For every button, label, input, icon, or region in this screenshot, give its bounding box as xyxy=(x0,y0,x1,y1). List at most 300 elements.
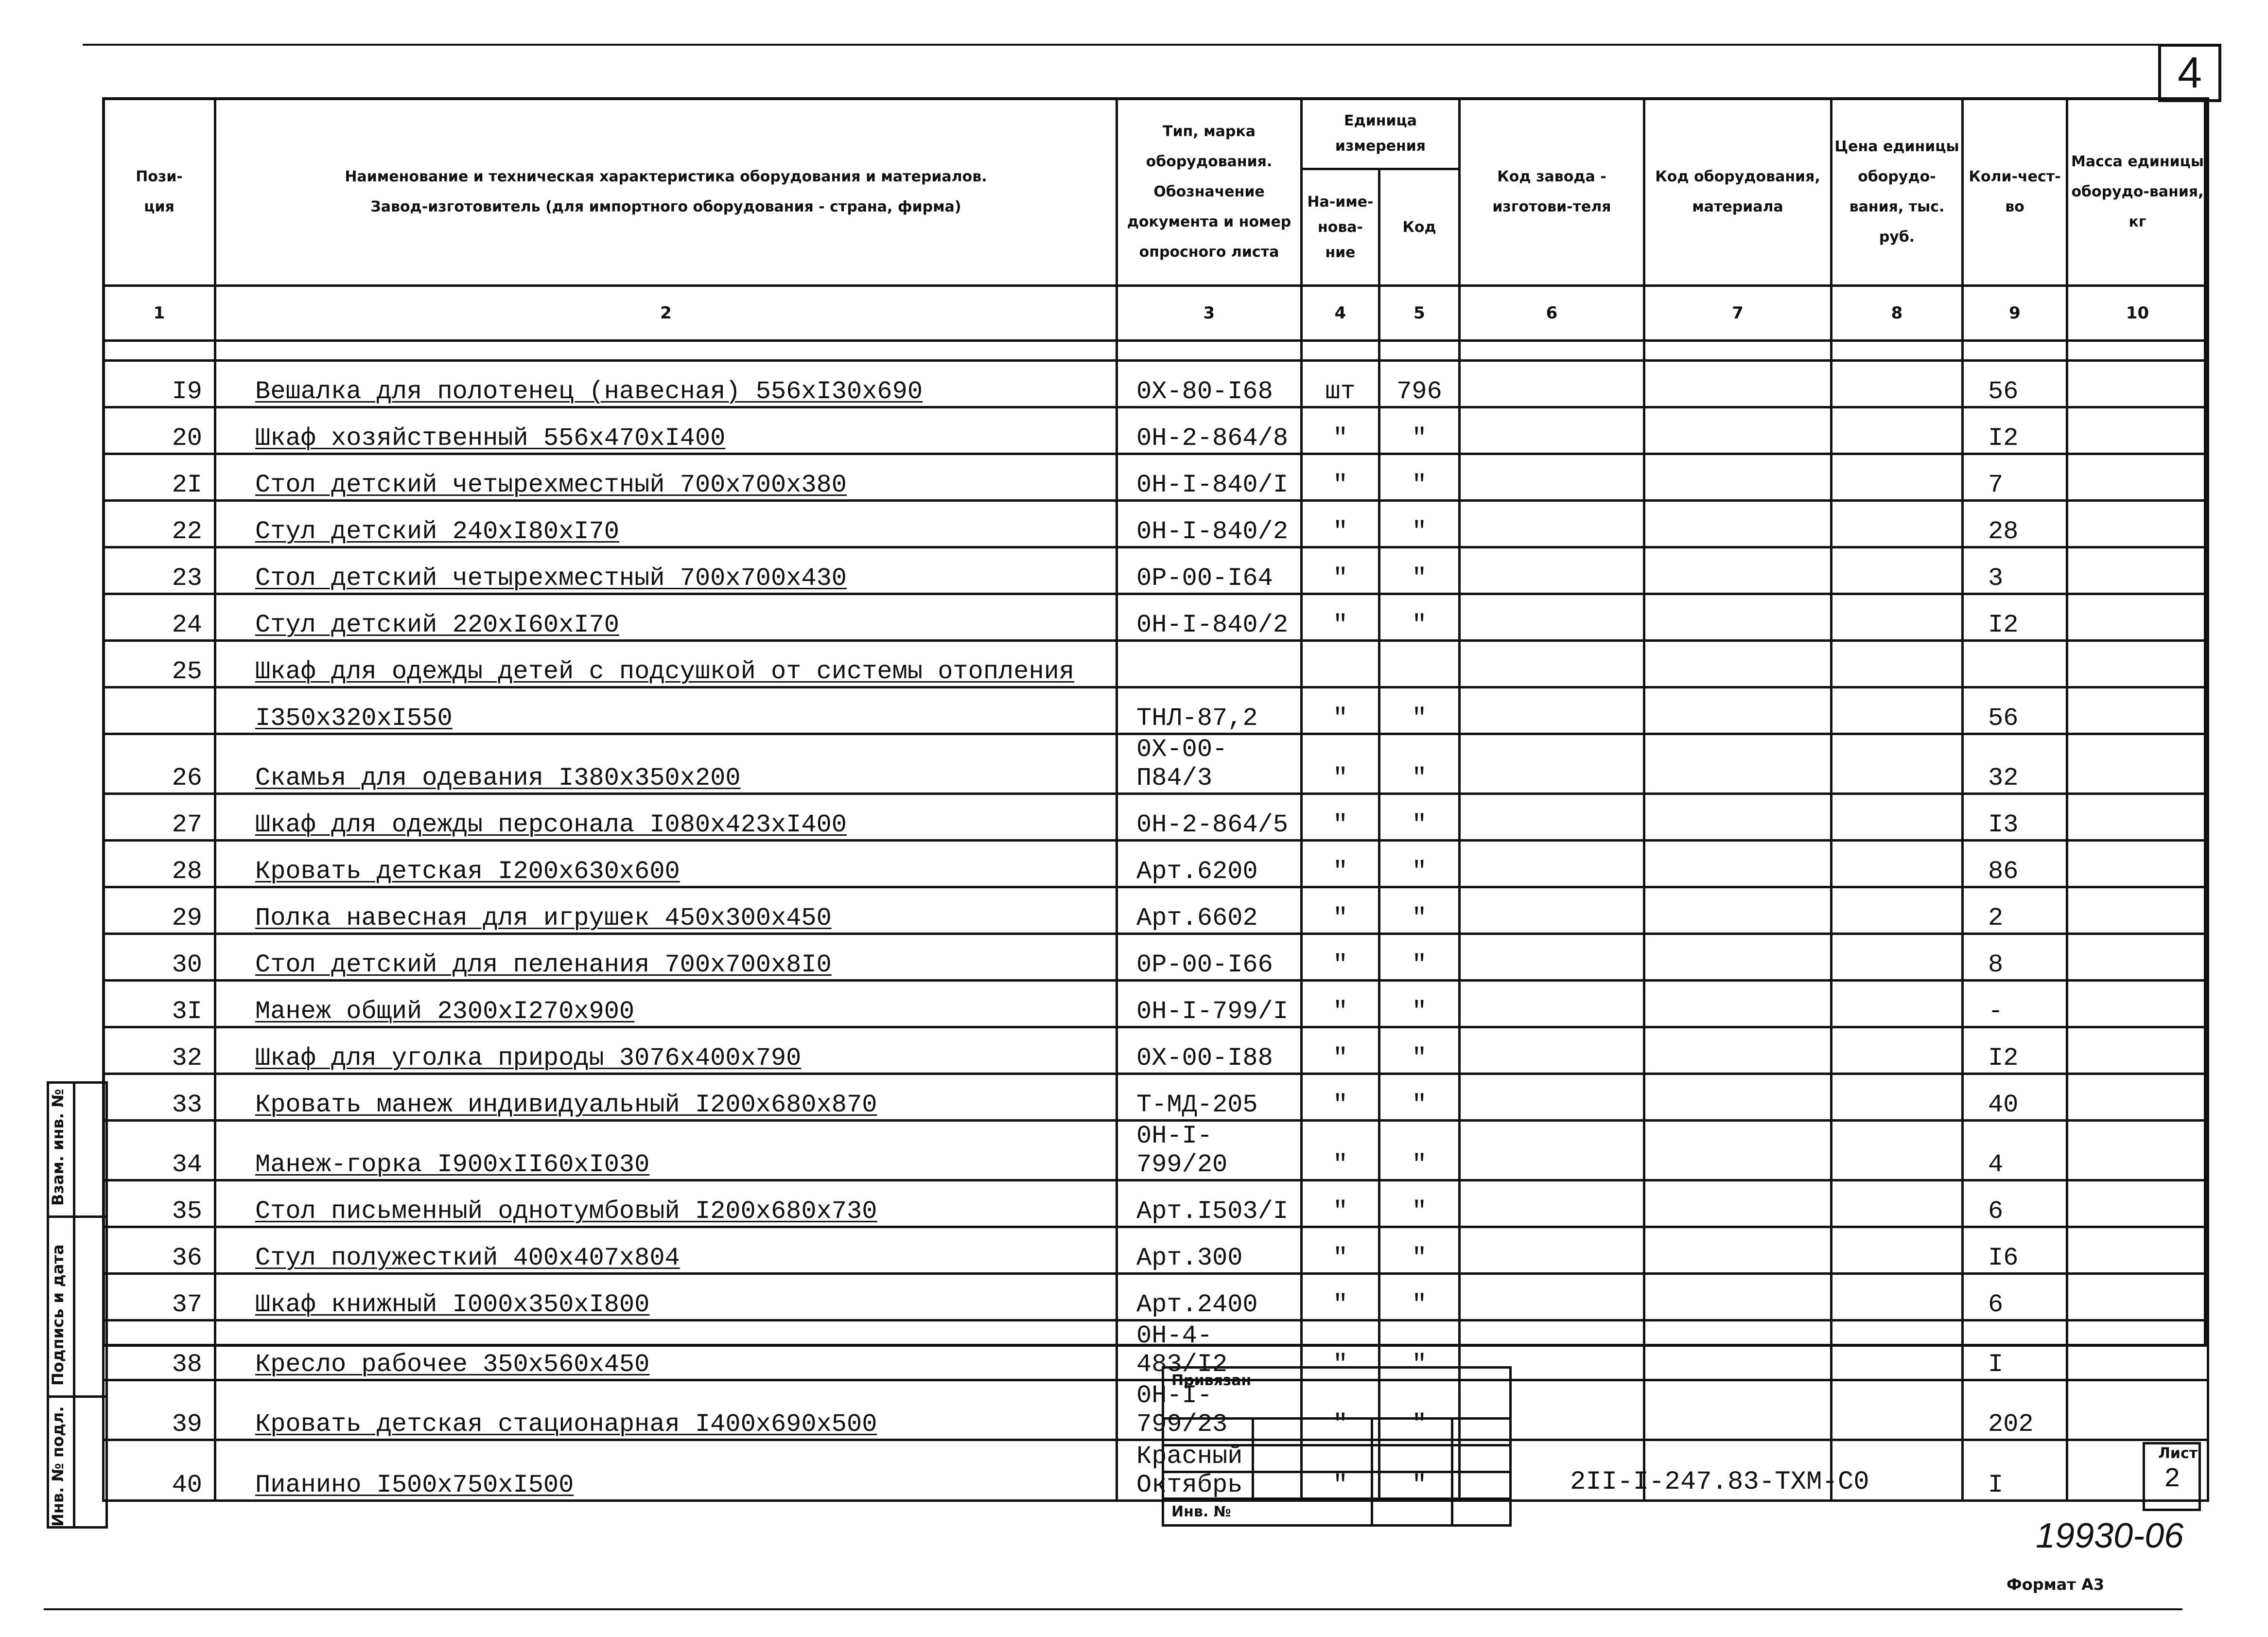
header-mass-text: Масса единицы оборудо-вания, кг xyxy=(2071,153,2204,230)
type-cell: 0P-00-I64 xyxy=(1117,547,1302,594)
price-cell xyxy=(1832,734,1963,794)
quantity-cell: - xyxy=(1963,981,2067,1027)
unit-cell: " xyxy=(1302,1121,1379,1180)
mass-cell xyxy=(2067,934,2208,981)
table-row xyxy=(104,641,2208,687)
factory-code-cell xyxy=(1460,734,1644,794)
mass-cell xyxy=(2067,687,2208,734)
quantity-cell: 86 xyxy=(1963,841,2067,887)
type-cell: Арт.2400 xyxy=(1117,1274,1302,1320)
name-cell: Стул детский 240xI80xI70 xyxy=(215,501,1117,547)
unit-cell: " xyxy=(1302,501,1379,547)
position-cell: 3I xyxy=(104,981,215,1027)
price-cell xyxy=(1832,1227,1963,1274)
header-equipment-code-text: Код оборудования, материала xyxy=(1655,168,1820,215)
stamp-cell xyxy=(1252,1444,1373,1473)
position-cell: 20 xyxy=(104,407,215,454)
column-number-10: 10 xyxy=(2067,286,2208,341)
unit-cell: " xyxy=(1302,454,1379,501)
table-row xyxy=(104,1227,2208,1274)
stamp-cell xyxy=(1371,1497,1453,1527)
position-cell: 39 xyxy=(104,1380,215,1440)
header-factory-code xyxy=(1460,99,1644,286)
mass-cell xyxy=(2067,1027,2208,1074)
table-row xyxy=(104,794,2208,841)
name-cell: Пианино I500x750xI500 xyxy=(215,1440,1117,1501)
equipment-code-cell xyxy=(1644,501,1832,547)
type-cell: Арт.I503/I xyxy=(1117,1180,1302,1227)
header-name xyxy=(215,99,1117,286)
name-cell: Шкаф для одежды детей с подсушкой от системы отопления xyxy=(215,641,1117,687)
stamp-cell xyxy=(1252,1471,1373,1500)
table-row xyxy=(104,407,2208,454)
quantity-cell: I xyxy=(1963,1440,2067,1501)
type-cell: 0X-00-I88 xyxy=(1117,1027,1302,1074)
factory-code-cell xyxy=(1460,934,1644,981)
quantity-cell: 202 xyxy=(1963,1380,2067,1440)
sheet-number: 2 xyxy=(2164,1463,2181,1495)
bottom-frame-line xyxy=(44,1608,2182,1610)
quantity-cell: 3 xyxy=(1963,547,2067,594)
mass-cell xyxy=(2067,1274,2208,1320)
header-name-text: Наименование и техническая характеристика оборудования и материалов. Завод-изготовитель (для импортного оборудования - страна, фирма) xyxy=(345,168,987,215)
factory-code-cell xyxy=(1460,1227,1644,1274)
price-cell xyxy=(1832,641,1963,687)
unit-cell: " xyxy=(1302,887,1379,934)
equipment-code-cell xyxy=(1644,934,1832,981)
mass-cell xyxy=(2067,641,2208,687)
archive-number: 19930-06 xyxy=(2036,1516,2184,1555)
stamp-cell xyxy=(1451,1471,1512,1500)
name-cell: Скамья для одевания I380x350x200 xyxy=(215,734,1117,794)
equipment-code-cell xyxy=(1644,361,1832,407)
unit-cell: " xyxy=(1302,794,1379,841)
table-body xyxy=(104,361,2208,1501)
equipment-code-cell xyxy=(1644,407,1832,454)
price-cell xyxy=(1832,1180,1963,1227)
mass-cell xyxy=(2067,407,2208,454)
equipment-code-cell xyxy=(1644,641,1832,687)
position-cell: 28 xyxy=(104,841,215,887)
top-frame-line xyxy=(83,44,2221,46)
quantity-cell: 6 xyxy=(1963,1180,2067,1227)
quantity-cell: 7 xyxy=(1963,454,2067,501)
position-cell: 26 xyxy=(104,734,215,794)
unit-code-cell xyxy=(1379,641,1460,687)
unit-cell: " xyxy=(1302,981,1379,1027)
side-label-podpis: Подпись и дата xyxy=(49,1244,67,1386)
quantity-cell: I3 xyxy=(1963,794,2067,841)
stamp-cell xyxy=(1451,1444,1512,1473)
position-cell: 33 xyxy=(104,1074,215,1121)
gap-cell xyxy=(104,341,215,361)
position-cell: 23 xyxy=(104,547,215,594)
unit-code-cell: " xyxy=(1379,1027,1460,1074)
price-cell xyxy=(1832,981,1963,1027)
table-row xyxy=(104,547,2208,594)
name-cell: Шкаф книжный I000x350xI800 xyxy=(215,1274,1117,1320)
factory-code-cell xyxy=(1460,981,1644,1027)
name-cell: Стол письменный однотумбовый I200x680x730 xyxy=(215,1180,1117,1227)
type-cell: 0X-80-I68 xyxy=(1117,361,1302,407)
unit-cell: " xyxy=(1302,1074,1379,1121)
position-cell: 36 xyxy=(104,1227,215,1274)
table-row xyxy=(104,981,2208,1027)
factory-code-cell xyxy=(1460,1074,1644,1121)
unit-code-cell: " xyxy=(1379,454,1460,501)
side-stamp-divider xyxy=(47,1215,108,1218)
quantity-cell xyxy=(1963,641,2067,687)
name-cell: Стол детский четырехместный 700x700x380 xyxy=(215,454,1117,501)
name-cell: Шкаф для уголка природы 3076x400x790 xyxy=(215,1027,1117,1074)
sheet-label: Лист xyxy=(2158,1445,2198,1462)
price-cell xyxy=(1832,794,1963,841)
header-position-text: Пози- ция xyxy=(136,168,183,215)
equipment-table xyxy=(102,97,2209,1502)
factory-code-cell xyxy=(1460,1121,1644,1180)
mass-cell xyxy=(2067,981,2208,1027)
unit-code-cell: 796 xyxy=(1379,361,1460,407)
column-number-7: 7 xyxy=(1644,286,1832,341)
unit-cell: " xyxy=(1302,1180,1379,1227)
name-cell: Шкаф хозяйственный 556x470xI400 xyxy=(215,407,1117,454)
type-cell: 0X-00-П84/3 xyxy=(1117,734,1302,794)
type-cell: 0H-I-840/I xyxy=(1117,454,1302,501)
position-cell: 24 xyxy=(104,594,215,641)
header-unit-name xyxy=(1302,169,1379,286)
table-row xyxy=(104,1320,2208,1380)
name-cell: Вешалка для полотенец (навесная) 556xI30x690 xyxy=(215,361,1117,407)
header-position xyxy=(104,99,215,286)
equipment-code-cell xyxy=(1644,1227,1832,1274)
header-quantity-text: Коли-чест-во xyxy=(1969,168,2061,215)
unit-code-cell: " xyxy=(1379,1121,1460,1180)
unit-cell: " xyxy=(1302,934,1379,981)
header-equipment-code xyxy=(1644,99,1832,286)
table-row xyxy=(104,1180,2208,1227)
mass-cell xyxy=(2067,887,2208,934)
factory-code-cell xyxy=(1460,454,1644,501)
name-cell: Стул детский 220xI60xI70 xyxy=(215,594,1117,641)
factory-code-cell xyxy=(1460,887,1644,934)
table-row xyxy=(104,454,2208,501)
mass-cell xyxy=(2067,1180,2208,1227)
name-cell: Стол детский четырехместный 700x700x430 xyxy=(215,547,1117,594)
unit-code-cell: " xyxy=(1379,1440,1460,1501)
stamp-cell xyxy=(1162,1444,1254,1473)
gap-cell xyxy=(215,341,1117,361)
name-cell: Манеж-горка I900xII60xI030 xyxy=(215,1121,1117,1180)
header-factory-code-text: Код завода - изготови-теля xyxy=(1492,168,1611,215)
name-cell: Манеж общий 2300xI270x900 xyxy=(215,981,1117,1027)
price-cell xyxy=(1832,1380,1963,1440)
price-cell xyxy=(1832,361,1963,407)
table-row xyxy=(104,594,2208,641)
type-cell: 0H-I-799/23 xyxy=(1117,1380,1302,1440)
type-cell: ТНЛ-87,2 xyxy=(1117,687,1302,734)
position-cell: 29 xyxy=(104,887,215,934)
mass-cell xyxy=(2067,841,2208,887)
table-row xyxy=(104,1380,2208,1440)
factory-code-cell xyxy=(1460,841,1644,887)
type-cell: 0H-I-799/20 xyxy=(1117,1121,1302,1180)
quantity-cell: 40 xyxy=(1963,1074,2067,1121)
type-cell: Арт.6602 xyxy=(1117,887,1302,934)
name-cell: Кровать детская стационарная I400x690x500 xyxy=(215,1380,1117,1440)
equipment-code-cell xyxy=(1644,887,1832,934)
price-cell xyxy=(1832,934,1963,981)
gap-cell xyxy=(1460,341,1644,361)
equipment-code-cell xyxy=(1644,594,1832,641)
table-row xyxy=(104,887,2208,934)
stamp-cell xyxy=(1252,1417,1373,1446)
quantity-cell: 8 xyxy=(1963,934,2067,981)
quantity-cell: I2 xyxy=(1963,594,2067,641)
unit-cell: " xyxy=(1302,1274,1379,1320)
quantity-cell: I2 xyxy=(1963,407,2067,454)
column-number-4: 4 xyxy=(1302,286,1379,341)
unit-cell: " xyxy=(1302,547,1379,594)
table-row xyxy=(104,1121,2208,1180)
unit-cell: " xyxy=(1302,1380,1379,1440)
price-cell xyxy=(1832,407,1963,454)
quantity-cell: I xyxy=(1963,1320,2067,1380)
name-cell: Стул полужесткий 400x407x804 xyxy=(215,1227,1117,1274)
stamp-cell xyxy=(1371,1471,1453,1500)
table-row xyxy=(104,687,2208,734)
stamp-cell xyxy=(1371,1444,1453,1473)
price-cell xyxy=(1832,1074,1963,1121)
equipment-code-cell xyxy=(1644,841,1832,887)
gap-cell xyxy=(1963,341,2067,361)
factory-code-cell xyxy=(1460,1274,1644,1320)
side-stamp-divider xyxy=(47,1395,108,1398)
header-unit-code xyxy=(1379,169,1460,286)
format-label: Формат А3 xyxy=(2006,1575,2105,1594)
header-quantity xyxy=(1963,99,2067,286)
table-row xyxy=(104,734,2208,794)
stamp-cell xyxy=(1162,1471,1254,1500)
gap-cell xyxy=(1302,341,1379,361)
price-cell xyxy=(1832,1274,1963,1320)
equipment-code-cell xyxy=(1644,1027,1832,1074)
name-cell: Кровать манеж индивидуальный I200x680x870 xyxy=(215,1074,1117,1121)
unit-code-cell: " xyxy=(1379,501,1460,547)
unit-code-cell: " xyxy=(1379,547,1460,594)
unit-code-cell: " xyxy=(1379,687,1460,734)
factory-code-cell xyxy=(1460,407,1644,454)
column-number-2: 2 xyxy=(215,286,1117,341)
position-cell: 38 xyxy=(104,1320,215,1380)
stamp-cell xyxy=(1371,1417,1453,1446)
quantity-cell: 28 xyxy=(1963,501,2067,547)
quantity-cell: 2 xyxy=(1963,887,2067,934)
stamp-cell xyxy=(1451,1417,1512,1446)
unit-code-cell: " xyxy=(1379,734,1460,794)
unit-cell: " xyxy=(1302,841,1379,887)
gap-cell xyxy=(1644,341,1832,361)
price-cell xyxy=(1832,501,1963,547)
header-mass xyxy=(2067,99,2208,286)
unit-cell xyxy=(1302,641,1379,687)
header-price-text: Цена единицы оборудо-вания, тыс. руб. xyxy=(1834,138,1959,246)
price-cell xyxy=(1832,841,1963,887)
quantity-cell: 6 xyxy=(1963,1274,2067,1320)
quantity-cell: 32 xyxy=(1963,734,2067,794)
table-row xyxy=(104,934,2208,981)
mass-cell xyxy=(2067,361,2208,407)
side-label-inv: Инв. № подл. xyxy=(49,1406,67,1527)
name-cell: Кровать детская I200x630x600 xyxy=(215,841,1117,887)
name-cell: Полка навесная для игрушек 450x300x450 xyxy=(215,887,1117,934)
mass-cell xyxy=(2067,1074,2208,1121)
equipment-code-cell xyxy=(1644,1320,1832,1380)
unit-code-cell: " xyxy=(1379,594,1460,641)
price-cell xyxy=(1832,547,1963,594)
table-row xyxy=(104,1440,2208,1501)
table-row xyxy=(104,361,2208,407)
side-stamp-inner-line xyxy=(73,1081,75,1529)
table-row xyxy=(104,841,2208,887)
price-cell xyxy=(1832,1121,1963,1180)
quantity-cell: 56 xyxy=(1963,361,2067,407)
quantity-cell: 56 xyxy=(1963,687,2067,734)
column-number-1: 1 xyxy=(104,286,215,341)
type-cell: 0H-2-864/8 xyxy=(1117,407,1302,454)
unit-code-cell: " xyxy=(1379,934,1460,981)
position-cell: 40 xyxy=(104,1440,215,1501)
factory-code-cell xyxy=(1460,1180,1644,1227)
mass-cell xyxy=(2067,734,2208,794)
type-cell: 0H-I-799/I xyxy=(1117,981,1302,1027)
unit-code-cell: " xyxy=(1379,1227,1460,1274)
mass-cell xyxy=(2067,1227,2208,1274)
table-row xyxy=(104,501,2208,547)
position-cell: 35 xyxy=(104,1180,215,1227)
equipment-code-cell xyxy=(1644,454,1832,501)
type-cell: Т-МД-205 xyxy=(1117,1074,1302,1121)
gap-cell xyxy=(1379,341,1460,361)
position-cell: I9 xyxy=(104,361,215,407)
unit-code-cell: " xyxy=(1379,407,1460,454)
equipment-code-cell xyxy=(1644,1180,1832,1227)
header-unit-group-text: Единица измерения xyxy=(1335,112,1426,155)
unit-code-cell: " xyxy=(1379,1074,1460,1121)
price-cell xyxy=(1832,1027,1963,1074)
document-code: 2II-I-247.83-ТХМ-С0 xyxy=(1570,1467,1869,1497)
table-row xyxy=(104,1027,2208,1074)
stamp-cell xyxy=(1451,1497,1512,1527)
header-unit-name-text: На-име-нова-ние xyxy=(1307,193,1374,261)
position-cell: 37 xyxy=(104,1274,215,1320)
equipment-code-cell xyxy=(1644,1121,1832,1180)
unit-code-cell: " xyxy=(1379,1380,1460,1440)
unit-code-cell: " xyxy=(1379,981,1460,1027)
type-cell: Красный Октябрь xyxy=(1117,1440,1302,1501)
column-number-5: 5 xyxy=(1379,286,1460,341)
position-cell: 34 xyxy=(104,1121,215,1180)
position-cell: 32 xyxy=(104,1027,215,1074)
quantity-cell: I2 xyxy=(1963,1027,2067,1074)
equipment-code-cell xyxy=(1644,794,1832,841)
quantity-cell: 4 xyxy=(1963,1121,2067,1180)
name-cell: Стол детский для пеленания 700x700x8I0 xyxy=(215,934,1117,981)
position-cell: 27 xyxy=(104,794,215,841)
equipment-code-cell xyxy=(1644,1074,1832,1121)
mass-cell xyxy=(2067,1320,2208,1380)
factory-code-cell xyxy=(1460,547,1644,594)
column-number-9: 9 xyxy=(1963,286,2067,341)
unit-code-cell: " xyxy=(1379,1320,1460,1380)
unit-cell: шт xyxy=(1302,361,1379,407)
price-cell xyxy=(1832,887,1963,934)
unit-cell: " xyxy=(1302,1440,1379,1501)
position-cell: 2I xyxy=(104,454,215,501)
column-number-8: 8 xyxy=(1832,286,1963,341)
unit-cell: " xyxy=(1302,1320,1379,1380)
name-cell: Шкаф для одежды персонала I080x423xI400 xyxy=(215,794,1117,841)
mass-cell xyxy=(2067,794,2208,841)
price-cell xyxy=(1832,687,1963,734)
position-cell: 22 xyxy=(104,501,215,547)
price-cell xyxy=(1832,454,1963,501)
unit-code-cell: " xyxy=(1379,1180,1460,1227)
column-number-3: 3 xyxy=(1117,286,1302,341)
name-cell: I350x320xI550 xyxy=(215,687,1117,734)
factory-code-cell xyxy=(1460,687,1644,734)
type-cell: 0H-2-864/5 xyxy=(1117,794,1302,841)
header-type xyxy=(1117,99,1302,286)
header-price xyxy=(1832,99,1963,286)
name-cell: Кресло рабочее 350x560x450 xyxy=(215,1320,1117,1380)
position-cell xyxy=(104,687,215,734)
equipment-code-cell xyxy=(1644,547,1832,594)
price-cell xyxy=(1832,594,1963,641)
equipment-code-cell xyxy=(1644,1274,1832,1320)
factory-code-cell xyxy=(1460,501,1644,547)
factory-code-cell xyxy=(1460,361,1644,407)
stamp-cell xyxy=(1162,1417,1254,1446)
table-row xyxy=(104,1274,2208,1320)
gap-cell xyxy=(2067,341,2208,361)
type-cell: 0H-I-840/2 xyxy=(1117,594,1302,641)
unit-code-cell: " xyxy=(1379,1274,1460,1320)
type-cell: Арт.6200 xyxy=(1117,841,1302,887)
mass-cell xyxy=(2067,501,2208,547)
unit-cell: " xyxy=(1302,687,1379,734)
factory-code-cell xyxy=(1460,641,1644,687)
header-unit-code-text: Код xyxy=(1402,218,1436,236)
mass-cell xyxy=(2067,547,2208,594)
equipment-code-cell xyxy=(1644,734,1832,794)
unit-cell: " xyxy=(1302,1027,1379,1074)
unit-cell: " xyxy=(1302,1227,1379,1274)
factory-code-cell xyxy=(1460,1027,1644,1074)
type-cell: 0P-00-I66 xyxy=(1117,934,1302,981)
unit-code-cell: " xyxy=(1379,794,1460,841)
type-cell: 0H-I-840/2 xyxy=(1117,501,1302,547)
unit-code-cell: " xyxy=(1379,887,1460,934)
equipment-code-cell xyxy=(1644,687,1832,734)
unit-code-cell: " xyxy=(1379,841,1460,887)
unit-cell: " xyxy=(1302,734,1379,794)
factory-code-cell xyxy=(1460,794,1644,841)
mass-cell xyxy=(2067,454,2208,501)
side-label-vzam: Взам. инв. № xyxy=(49,1089,67,1206)
type-cell: 0H-4-483/I2 xyxy=(1117,1320,1302,1380)
mass-cell xyxy=(2067,1121,2208,1180)
equipment-code-cell xyxy=(1644,981,1832,1027)
